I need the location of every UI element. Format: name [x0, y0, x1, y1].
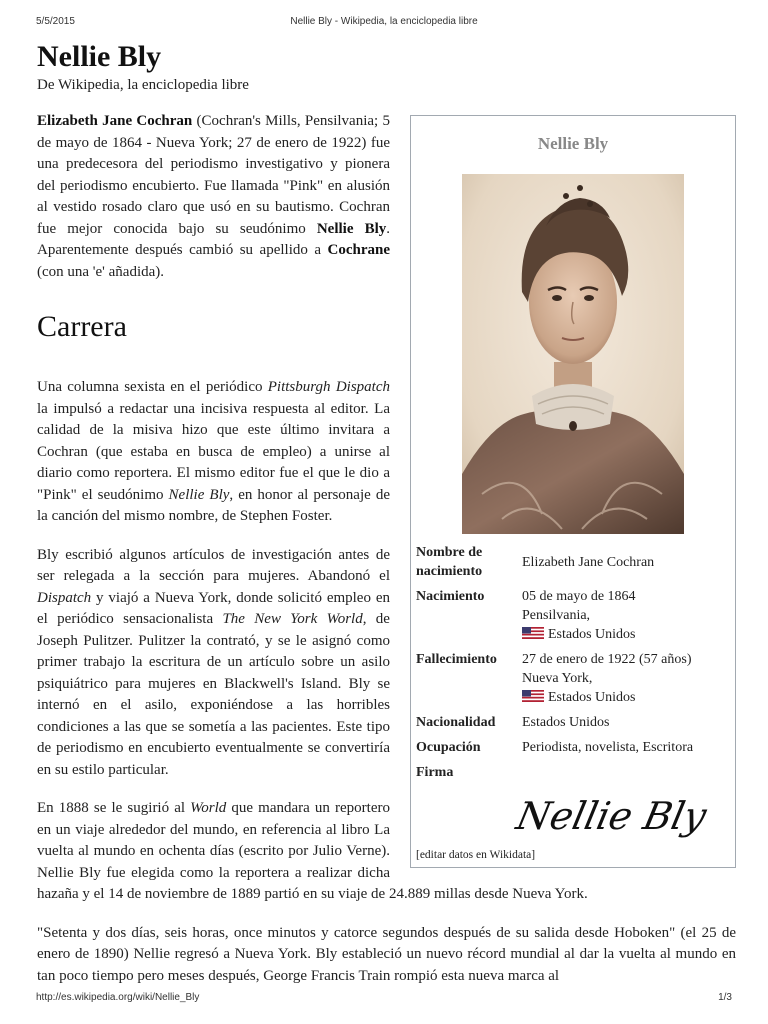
edit-wikidata-link[interactable]: [editar datos en Wikidata] — [416, 849, 536, 861]
article-content — [37, 40, 736, 987]
paragraph-text: Bly escribió algunos artículos de investigación antes de ser relegada a la sección para mujeres. Abandonó el — [37, 546, 390, 584]
infobox-value — [518, 584, 730, 647]
print-date: 5/5/2015 — [36, 16, 75, 27]
infobox-label: Fallecimiento — [416, 652, 497, 667]
intro-name: Elizabeth Jane Cochran — [37, 113, 193, 129]
print-page-title: Nellie Bly - Wikipedia, la enciclopedia libre — [290, 16, 478, 27]
infobox-label: Nacimiento — [416, 589, 485, 604]
paragraph-text: , de Joseph Pulitzer. Pulitzer la contrató, y se le asignó como primer trabajo la escritura de un artículo sobre un asilo psiquiátrico para mujeres en Blackwell's Island. Bly se internó en el asilo, exponiéndose a las horribles condiciones a las que se sometía a las pacientes. Este tipo de periodismo en encubierto eventualmente se convertiría en su estilo particular. — [37, 611, 390, 778]
paragraph-text: la impulsó a redactar una incisiva respuesta al editor. La calidad de la misiva hizo que este último invitara a Cochran (que estaba en busca de empleo) a unirse al diario como reportera. El mismo editor fue el que le dio a "Pink" el seudónimo — [37, 400, 390, 503]
infobox-row-birth — [416, 584, 730, 647]
paragraph-text: Una columna sexista en el periódico — [37, 379, 268, 395]
infobox-row-nationality — [416, 710, 730, 735]
us-flag-icon — [522, 627, 544, 639]
intro-cochrane: Cochrane — [327, 242, 390, 258]
signature-image — [418, 785, 718, 847]
paragraph-italic[interactable]: Pittsburgh Dispatch — [267, 379, 390, 395]
death-date: 27 de enero de 1922 (57 años) — [522, 652, 692, 667]
infobox-row-death — [416, 647, 730, 710]
death-country — [522, 688, 728, 707]
us-flag-icon — [522, 690, 544, 702]
infobox-row-birth-name — [416, 540, 730, 584]
print-header — [36, 16, 732, 30]
birth-place-link[interactable]: Pensilvania, — [522, 608, 591, 623]
birth-name-value: Elizabeth Jane Cochran — [522, 554, 655, 570]
infobox — [410, 115, 736, 868]
infobox-label: Ocupación — [416, 740, 481, 755]
article-subtitle: De Wikipedia, la enciclopedia libre — [37, 77, 249, 93]
article-title: Nellie Bly — [37, 40, 162, 73]
print-url: http://es.wikipedia.org/wiki/Nellie_Bly — [36, 992, 200, 1003]
body-paragraph: "Setenta y dos días, seis horas, once minutos y catorce segundos después de su salida desde Hoboken" (el 25 de enero de 1890) Nellie regresó a Nueva York. Bly estableció un nuevo récord mundial al dar la vuelta al mundo en tan poco tiempo pero meses después, George Francis Train rompió esta nueva marca al — [37, 924, 736, 984]
paragraph-text: , en honor al personaje de la canción del mismo nombre, de Stephen Foster. — [37, 486, 390, 524]
print-footer — [36, 992, 732, 1006]
birth-country — [522, 625, 728, 644]
infobox-value — [518, 540, 730, 584]
paragraph-italic: World — [190, 800, 227, 816]
portrait-photo[interactable] — [462, 174, 684, 534]
paragraph-text: y viajó a Nueva York, donde solicitó empleo en el periódico sensacionalista — [37, 589, 390, 627]
birth-country-link[interactable]: Estados Unidos — [548, 627, 636, 642]
intro-alias: Nellie Bly — [316, 220, 387, 237]
infobox-title: Nellie Bly — [537, 134, 609, 153]
paragraph-italic: Dispatch — [37, 589, 92, 606]
nationality-link[interactable]: Estados Unidos — [522, 715, 610, 730]
infobox-row-occupation — [416, 735, 730, 760]
paragraph-text: En 1888 se le sugirió al — [37, 800, 191, 816]
infobox-value — [518, 760, 730, 785]
intro-text: (con una 'e' añadida). — [37, 263, 165, 280]
infobox-label: Nacionalidad — [416, 715, 496, 730]
paragraph-italic: Nellie Bly — [168, 486, 230, 503]
infobox-value — [518, 647, 730, 710]
paragraph-italic[interactable]: The New York World — [222, 611, 363, 627]
occupation-value[interactable]: Periodista, novelista, Escritora — [522, 740, 694, 755]
death-country-link[interactable]: Estados Unidos — [548, 690, 636, 705]
infobox-label: Nombre de nacimiento — [416, 545, 483, 579]
intro-text: . Aparentemente después cambió su apellido a — [37, 220, 390, 258]
infobox-label: Firma — [416, 765, 454, 780]
section-heading-carrera: Carrera — [37, 310, 127, 343]
print-page-number: 1/3 — [718, 992, 732, 1003]
infobox-table — [416, 540, 730, 785]
signature-text: Nellie Bly — [512, 794, 711, 839]
paragraph-text: que mandara un reportero en un viaje alrededor del mundo, en referencia al libro La vuelta al mundo en ochenta días (escrito por Julio Verne). Nellie Bly fue elegida como la reportera a realizar dicha hazaña y el 14 de noviembre de 1889 partió en su viaje de 24.889 millas desde Nueva York. — [37, 800, 588, 902]
death-place-link[interactable]: Nueva York, — [522, 671, 593, 686]
infobox-row-signature — [416, 760, 730, 785]
birth-date: 05 de mayo de 1864 — [522, 589, 636, 604]
intro-text: (Cochran's Mills, Pensilvania; 5 de mayo de 1864 - Nueva York; 27 de enero de 1922) fue una predecesora del periodismo investigativo y pionera del periodismo encubierto. Fue llamada "Pink" en alusión al vestido rosado claro que usó en su bautismo. Cochran fue mejor conocida bajo su seudónimo — [37, 113, 390, 237]
